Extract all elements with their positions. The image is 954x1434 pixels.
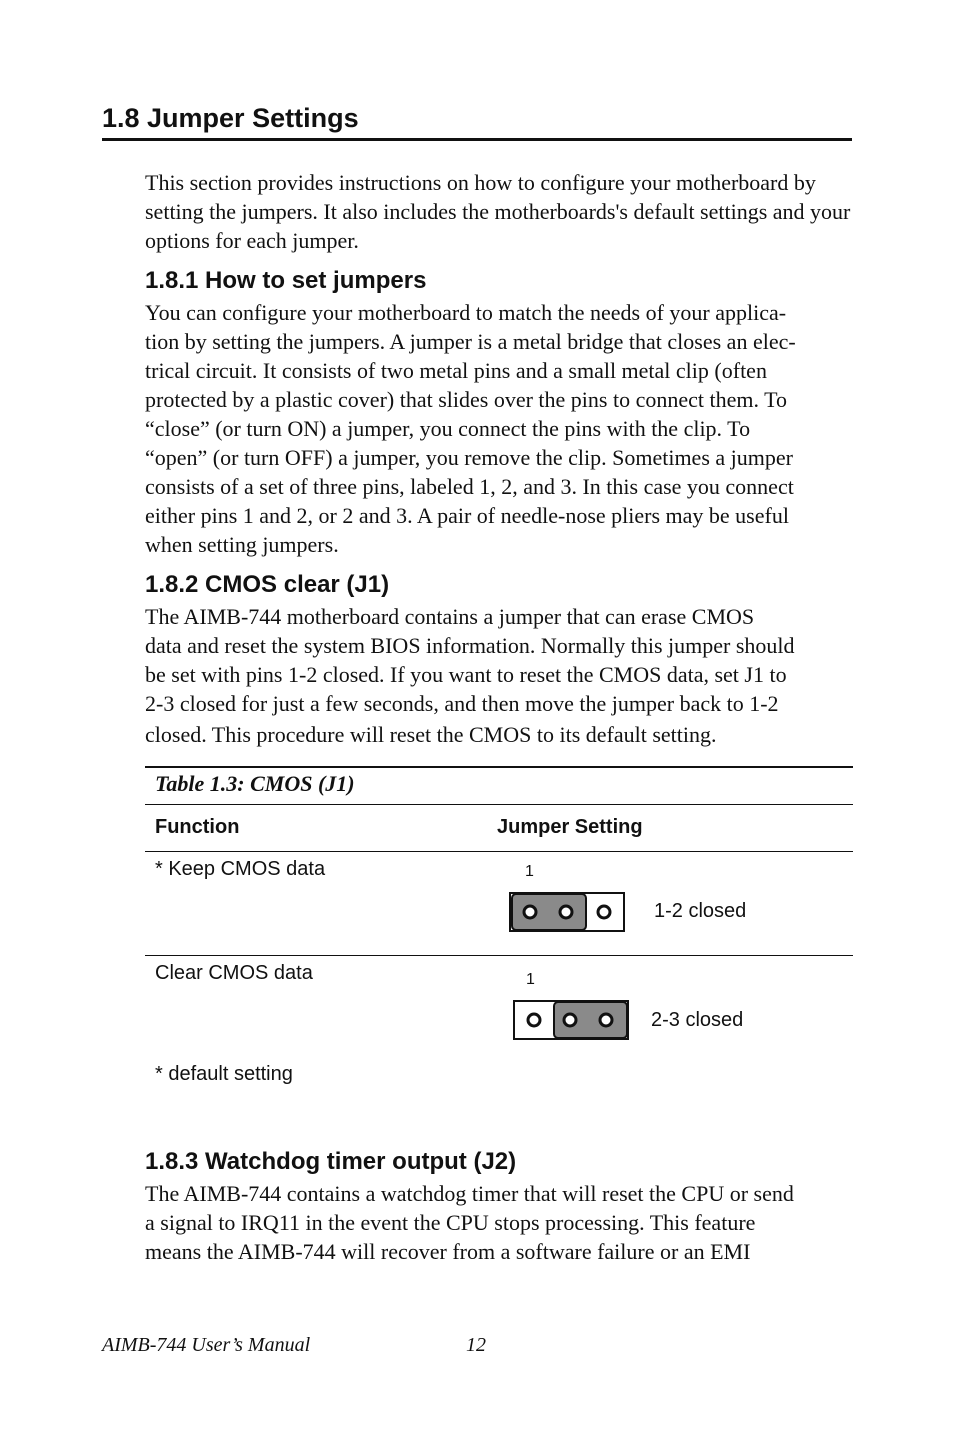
- text-line: “open” (or turn OFF) a jumper, you remove the clip. Sometimes a jumper: [145, 445, 793, 470]
- jumper-1-2-closed-diagram: [508, 890, 628, 936]
- text-line: protected by a plastic cover) that slides over the pins to connect them. To: [145, 387, 787, 412]
- table-top-rule: [145, 766, 853, 768]
- table-header-function: Function: [155, 816, 240, 838]
- text-line: The AIMB-744 contains a watchdog timer that will reset the CPU or send: [145, 1181, 794, 1206]
- jumper-2-3-closed-diagram: [512, 998, 632, 1044]
- text-line: be set with pins 1-2 closed. If you want to reset the CMOS data, set J1 to: [145, 662, 787, 687]
- pin-1-label: 1: [526, 971, 535, 988]
- table-row-function: * Keep CMOS data: [155, 858, 326, 880]
- section-title: 1.8 Jumper Settings: [102, 100, 852, 141]
- text-line: You can configure your motherboard to match the needs of your applica-: [145, 300, 787, 325]
- text-line: means the AIMB-744 will recover from a software failure or an EMI: [145, 1239, 751, 1264]
- jumper-setting-value: 1-2 closed: [654, 900, 747, 922]
- watchdog-paragraph: [145, 1179, 857, 1266]
- page-number: 12: [466, 1334, 486, 1356]
- pin-3: [598, 906, 610, 918]
- text-line: trical circuit. It consists of two metal pins and a small metal clip (often: [145, 358, 767, 383]
- pin-1: [528, 1014, 540, 1026]
- text-line: 2-3 closed for just a few seconds, and then move the jumper back to 1-2: [145, 691, 779, 716]
- table-caption-rule: [145, 804, 853, 805]
- pin-1-label: 1: [525, 863, 534, 880]
- pin-3: [600, 1014, 612, 1026]
- text-line: when setting jumpers.: [145, 532, 339, 557]
- table-header-rule: [145, 851, 853, 852]
- text-line: “close” (or turn ON) a jumper, you connect the pins with the clip. To: [145, 416, 751, 441]
- table-row-rule: [145, 955, 853, 956]
- text-line: closed. This procedure will reset the CMOS to its default setting.: [145, 722, 717, 747]
- jumper-setting-value: 2-3 closed: [651, 1009, 744, 1031]
- pin-2: [560, 906, 572, 918]
- subsection-title-cmos-clear: 1.8.2 CMOS clear (J1): [145, 571, 390, 598]
- text-line: consists of a set of three pins, labeled 1, 2, and 3. In this case you connect: [145, 474, 794, 499]
- table-header-jumper-setting: Jumper Setting: [497, 816, 643, 838]
- cmos-clear-paragraph: [145, 602, 857, 749]
- table-caption: Table 1.3: CMOS (J1): [155, 771, 355, 796]
- text-line: data and reset the system BIOS information. Normally this jumper should: [145, 633, 795, 658]
- table-note: * default setting: [155, 1063, 293, 1085]
- intro-paragraph: This section provides instructions on how to configure your motherboard by setting the jumpers. It also includes the motherboards's default settings and your options for each jumper.: [145, 170, 851, 253]
- table-row-function: Clear CMOS data: [155, 962, 313, 984]
- subsection-title-how-to-set-jumpers: 1.8.1 How to set jumpers: [145, 267, 427, 294]
- text-line: The AIMB-744 motherboard contains a jumper that can erase CMOS: [145, 604, 755, 629]
- pin-2: [564, 1014, 576, 1026]
- text-line: a signal to IRQ11 in the event the CPU stops processing. This feature: [145, 1210, 756, 1235]
- text-line: either pins 1 and 2, or 2 and 3. A pair of needle-nose pliers may be useful: [145, 503, 789, 528]
- pin-1: [524, 906, 536, 918]
- subsection-title-watchdog: 1.8.3 Watchdog timer output (J2): [145, 1148, 517, 1175]
- how-to-set-jumpers-paragraph: [145, 298, 857, 559]
- text-line: tion by setting the jumpers. A jumper is a metal bridge that closes an elec-: [145, 329, 796, 354]
- footer-manual-title: AIMB-744 User’s Manual: [102, 1334, 311, 1356]
